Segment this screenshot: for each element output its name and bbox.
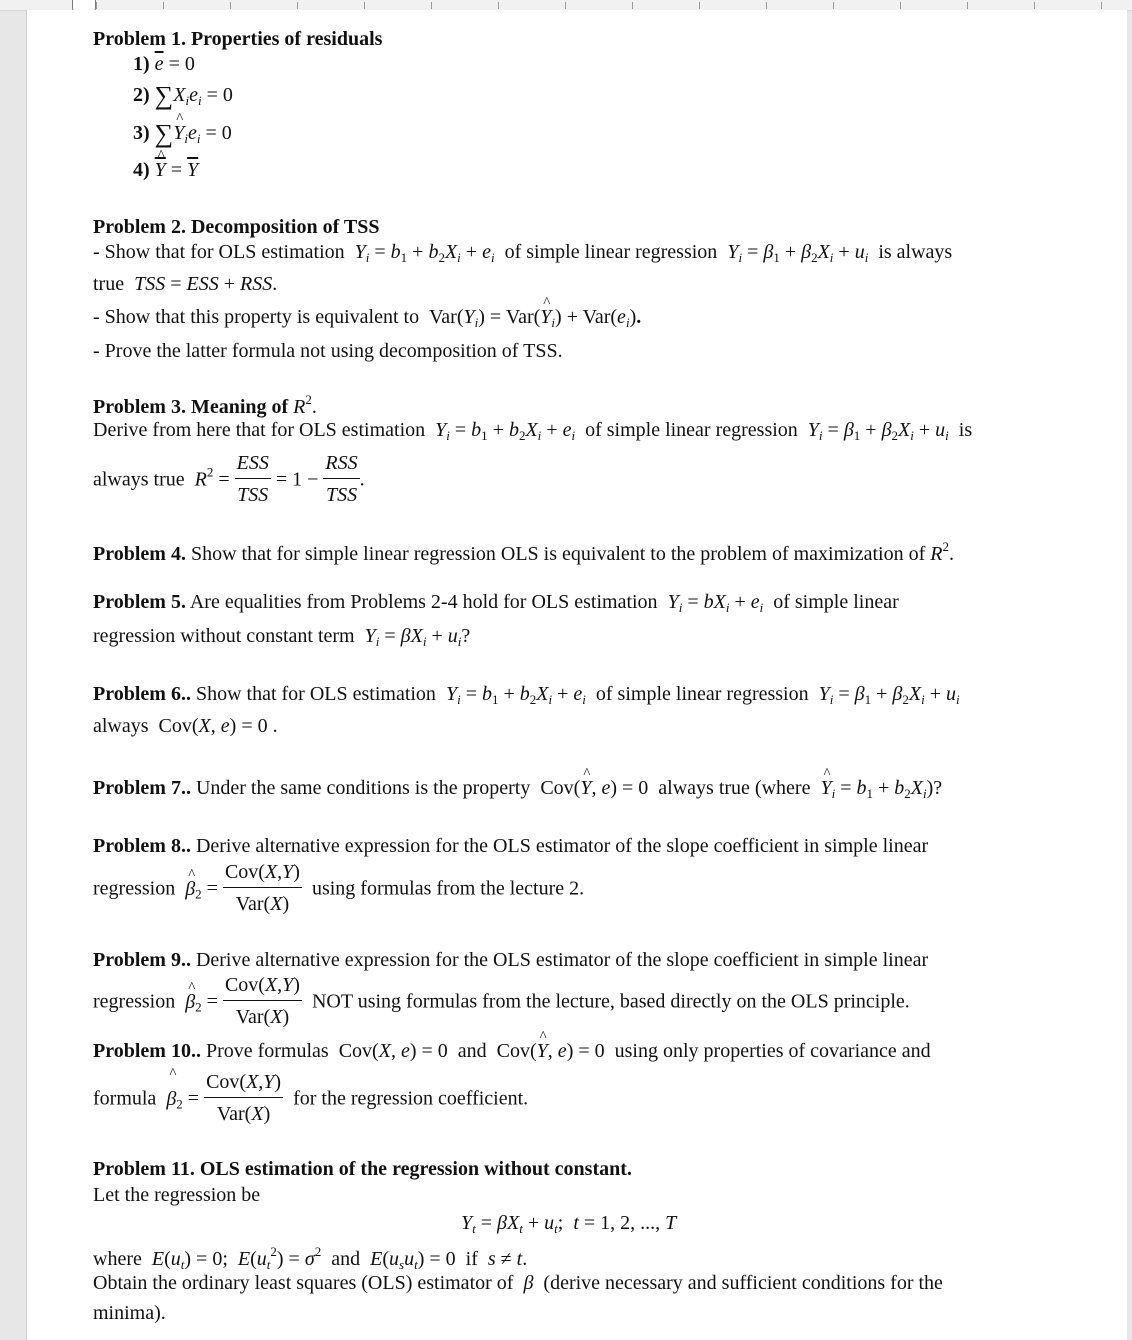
problem-5-line-1: Problem 5. Are equalities from Problems 2-4 hold for OLS estimation $Y_i = bX_i + e_i$ of simple linear [93,591,899,615]
problem-11-line-1: Let the regression be [93,1184,261,1206]
item-number: 3) [133,122,150,144]
problem-1-item-2: 2) $\sum X_ie_i = 0$ [133,81,233,110]
problem-1-item-3: 3) ∑Y $\^{}_ie_i = 0$ [133,121,232,147]
ruler-tick [431,2,432,9]
ruler-tick [766,2,767,9]
problem-1-title: Problem 1. Properties of residuals [93,28,383,50]
problem-2-line-1: - Show that for OLS estimation $Y_i = b_1 + b_2X_i + e_i$ of simple linear regression $Y_i = \beta_1 + \beta_2X_i + u_i$ is always [93,241,953,265]
problem-9-line-1: Problem 9.. Derive alternative expression for the OLS estimator of the slope coefficient in simple linear [93,949,929,971]
problem-4: Problem 4. Show that for simple linear regression OLS is equivalent to the problem of maximization of $R^2$. [93,539,954,565]
problem-11-equation: $Y_t = \beta X_t + u_t$; t = 1, 2, ..., T [461,1212,677,1236]
ruler-tick [498,2,499,9]
problem-2-line-3: - Show that this property is equivalent to $Var(Y_i) = Var(Y$ $\^{}_i) + Var(e_i)$. [93,307,641,329]
ruler-tick [699,2,700,9]
problem-1-item-4: 4) $\overline{Y}$ ^ = $\overline{Y}$ [133,160,198,180]
ruler-tick [967,2,968,9]
problem-11-line-3: Obtain the ordinary least squares (OLS) estimator of β (derive necessary and sufficient conditions for the [93,1272,943,1294]
problem-8-line-1: Problem 8.. Derive alternative expression for the OLS estimator of the slope coefficient in simple linear [93,835,929,857]
ruler-tick [900,2,901,9]
problem-7: Problem 7.. Under the same conditions is the property Cov(Y ^, e) = 0 always true (where Y $\^{}_i = b_1 + b_2X_i$)? [93,778,942,800]
ruler-tick [632,2,633,9]
problem-2-title: Problem 2. Decomposition of TSS [93,216,380,238]
problem-10-line-1: Problem 10.. Prove formulas Cov(X, e) = 0 and Cov(Y ^, e) = 0 using only properties of covariance and [93,1041,931,1061]
problem-2-line-2: true TSS = ESS + RSS. [93,273,278,295]
ruler-tick [297,2,298,9]
ruler-tick [1034,2,1035,9]
ruler-tick [96,2,97,9]
ruler-tick [230,2,231,9]
problem-8-line-2: regression β $\^{}_2$ = $\frac{\text{Cov(X,Y)}}{\text{Var(X)}}$ using formulas from the lecture 2. [93,862,584,918]
ruler-tick [364,2,365,9]
ruler-tick [1101,2,1102,9]
problem-11-line-2: where $E(u_t) = 0$; $E(u_t^2) = \sigma^2$ and $E(u_su_t) = 0$ if s ≠ t. [93,1244,528,1272]
problem-3-title: Problem 3. Meaning of $R^2$. [93,392,317,418]
document-page [26,10,1127,1340]
problem-3-line-1: Derive from here that for OLS estimation $Y_i = b_1 + b_2X_i + e_i$ of simple linear regression $Y_i = \beta_1 + \beta_2X_i + u_i$ is [93,419,973,443]
item-number: 4) [133,159,150,181]
ruler-tick [565,2,566,9]
problem-3-line-2: always true $R^2$ = $\frac{\text{ESS}}{\text{TSS}}$ = 1 − $\frac{\text{RSS}}{\text{TSS}}$ . [93,452,365,506]
problem-9-line-2: regression β $\^{}_2$ = $\frac{\text{Cov(X,Y)}}{\text{Var(X)}}$ NOT using formulas from the lecture, based directly on the OLS principle. [93,975,910,1031]
problem-11-title: Problem 11. OLS estimation of the regression without constant. [93,1158,632,1180]
problem-6-line-1: Problem 6.. Show that for OLS estimation $Y_i = b_1 + b_2X_i + e_i$ of simple linear regression $Y_i = \beta_1 + \beta_2X_i + u_i$ [93,683,960,707]
ruler-tick [163,2,164,9]
problem-2-line-4: - Prove the latter formula not using decomposition of TSS. [93,340,563,362]
problem-10-line-2: formula β $\^{}_2$ = $\frac{\text{Cov(X,Y)}}{\text{Var(X)}}$ for the regression coefficient. [93,1072,528,1128]
ruler-tick [833,2,834,9]
problem-5-line-2: regression without constant term $Y_i = \beta X_i + u_i$? [93,625,471,649]
problem-6-line-2: always Cov(X, e) = 0 . [93,715,278,737]
problem-1-item-1: 1) $\overline{e} = 0$ [133,53,195,75]
item-number: 1) [133,53,150,75]
item-number: 2) [133,84,150,106]
problem-11-line-4: minima). [93,1302,166,1324]
formula: $\overline{e}$ [154,53,164,75]
